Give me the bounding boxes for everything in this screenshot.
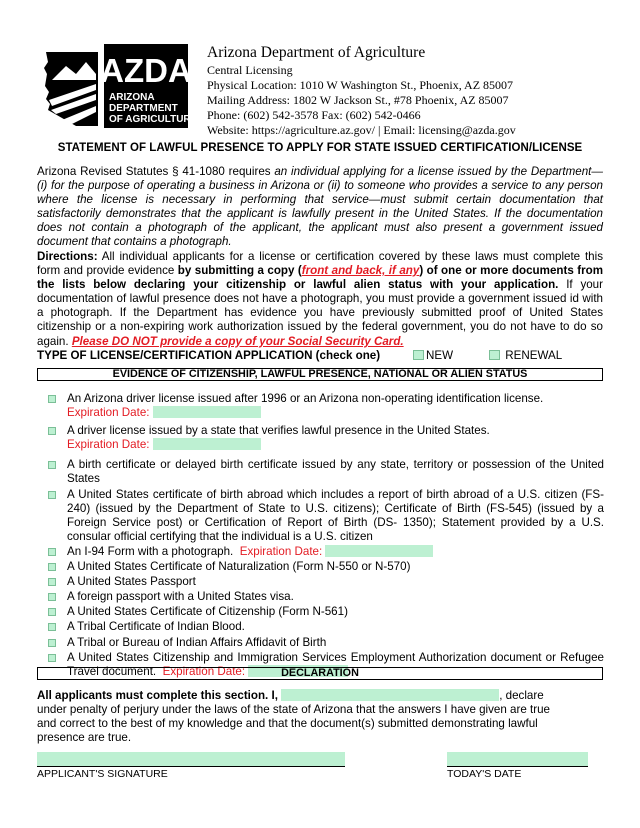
azda-logo bbox=[42, 44, 198, 128]
physical-address: Physical Location: 1010 W Washington St., Phoenix, AZ 85007 bbox=[207, 78, 514, 92]
list-item bbox=[48, 458, 604, 486]
logo-line3: OF AGRICULTURE bbox=[109, 114, 198, 125]
agency-block bbox=[207, 44, 516, 138]
expiration-label: Expiration Date: bbox=[67, 438, 150, 452]
directions-label: Directions: bbox=[37, 250, 98, 263]
agency-name: Arizona Department of Agriculture bbox=[207, 44, 426, 61]
list-item bbox=[48, 590, 604, 604]
item-text: A birth certificate or delayed birth certificate issued by any state, territory or possession of the United States bbox=[67, 458, 604, 486]
evidence-checkbox[interactable] bbox=[48, 623, 56, 631]
list-item bbox=[48, 636, 604, 650]
ssn-warning: Please DO NOT provide a copy of your Social Security Card. bbox=[71, 334, 404, 348]
expiration-label: Expiration Date: bbox=[239, 544, 323, 558]
logo-line2: DEPARTMENT bbox=[109, 103, 178, 114]
expiration-date-field[interactable] bbox=[153, 438, 261, 450]
evidence-checkbox[interactable] bbox=[48, 395, 56, 403]
expiration-date-field[interactable] bbox=[153, 406, 261, 418]
directions-bold-1: by submitting a copy ( bbox=[177, 264, 302, 278]
list-item bbox=[48, 545, 604, 559]
renewal-checkbox[interactable] bbox=[489, 350, 500, 360]
website-email[interactable]: Website: https://agriculture.az.gov/ | Email: licensing@azda.gov bbox=[207, 123, 516, 137]
evidence-checkbox[interactable] bbox=[48, 593, 56, 601]
declaration-body: under penalty of perjury under the laws of the state of Arizona that the answers I have given are true and correct to the best of my knowledge and that the document(s) submitted demonstrating lawful presence are true. bbox=[37, 703, 551, 745]
evidence-checkbox[interactable] bbox=[48, 639, 56, 647]
directions-paragraph bbox=[37, 250, 603, 349]
application-type-label: TYPE OF LICENSE/CERTIFICATION APPLICATION (check one) bbox=[37, 349, 381, 362]
phone-fax: Phone: (602) 542-3578 Fax: (602) 542-0466 bbox=[207, 108, 421, 122]
list-item bbox=[48, 575, 604, 589]
statute-lead: Arizona Revised Statutes § 41-1080 requires bbox=[37, 165, 275, 178]
evidence-checkbox[interactable] bbox=[48, 548, 56, 556]
evidence-checkbox[interactable] bbox=[48, 654, 56, 662]
directions-text-2: If your documentation of lawful presence does not have a photograph, you must provide a government issued id with a photograph. If the Department has evidence you have previously submitted proof of United States citizenship or a non-expiring work authorization issued by the federal government, you do not have to do so again. bbox=[37, 278, 603, 348]
new-option[interactable] bbox=[413, 349, 453, 362]
evidence-checkbox[interactable] bbox=[48, 563, 56, 571]
date-label: TODAY'S DATE bbox=[447, 768, 522, 780]
renewal-label: RENEWAL bbox=[505, 349, 563, 362]
front-back-note: front and back, if any bbox=[301, 264, 420, 278]
logo-line1: ARIZONA bbox=[109, 92, 155, 103]
declaration-header: DECLARATION bbox=[37, 667, 603, 680]
declaration-lead: All applicants must complete this section. I, bbox=[37, 689, 278, 702]
item-text: A United States Passport bbox=[67, 575, 196, 589]
signature-field[interactable] bbox=[37, 752, 345, 767]
evidence-checkbox[interactable] bbox=[48, 461, 56, 469]
item-text: A United States certificate of birth abroad which includes a report of birth abroad of a U.S. citizen (FS-240) (issued by the Department of State to U.S. citizens); Certificate of Birth (FS-545) (issued by a Foreign Service post) or Certification of Report of Birth (DS- 1350); Statement provided by a U.S. consular official certifying that the individual is a U.S. citizen bbox=[67, 487, 604, 543]
item-text: A foreign passport with a United States visa. bbox=[67, 590, 294, 604]
list-item bbox=[48, 620, 604, 634]
evidence-checkbox[interactable] bbox=[48, 578, 56, 586]
list-item bbox=[48, 488, 604, 544]
directions-bold-2: ) of one or more documents from the lists below declaring your citizenship or lawful alien status with your application. bbox=[37, 264, 604, 292]
list-item bbox=[48, 424, 604, 452]
evidence-checkbox[interactable] bbox=[48, 608, 56, 616]
form-title: STATEMENT OF LAWFUL PRESENCE TO APPLY FOR STATE ISSUED CERTIFICATION/LICENSE bbox=[57, 142, 583, 154]
new-label: NEW bbox=[426, 349, 454, 362]
expiration-date-field[interactable] bbox=[325, 545, 433, 557]
item-text: A Tribal Certificate of Indian Blood. bbox=[67, 620, 245, 634]
expiration-label: Expiration Date: bbox=[162, 664, 246, 678]
renewal-option[interactable] bbox=[489, 349, 562, 362]
list-item bbox=[48, 392, 604, 420]
item-text: A United States Certificate of Naturalization (Form N-550 or N-570) bbox=[67, 560, 411, 574]
signature-label: APPLICANT'S SIGNATURE bbox=[37, 768, 168, 780]
statute-paragraph bbox=[37, 165, 603, 250]
item-text: An I-94 Form with a photograph. bbox=[67, 544, 234, 558]
list-item bbox=[48, 605, 604, 619]
evidence-checkbox[interactable] bbox=[48, 491, 56, 499]
application-type-row bbox=[37, 349, 603, 364]
evidence-checkbox[interactable] bbox=[48, 427, 56, 435]
item-text: A Tribal or Bureau of Indian Affairs Affidavit of Birth bbox=[67, 635, 327, 649]
evidence-list bbox=[48, 392, 604, 680]
agency-unit: Central Licensing bbox=[207, 63, 293, 77]
item-text: An Arizona driver license issued after 1996 or an Arizona non-operating identification license. bbox=[67, 392, 544, 405]
directions-text-1: All individual applicants for a license or certification covered by these laws must complete this form and provide evidence bbox=[37, 250, 603, 278]
item-text: A United States Citizenship and Immigration Services Employment Authorization document or Refugee Travel document. bbox=[67, 650, 604, 678]
applicant-name-field[interactable] bbox=[281, 689, 499, 701]
statute-text: an individual applying for a license issued by the Department—(i) for the purpose of operating a business in Arizona or (ii) to someone who provides a service to any person where the license is necessary in performing that service—must submit certain documentation that satisfactorily demonstrates that the applicant is lawfully present in the United States. If the documentation does not contain a photograph of the applicant, the applicant must also present a government issued document that contains a photograph. bbox=[37, 165, 603, 249]
date-field[interactable] bbox=[447, 752, 588, 767]
mailing-address: Mailing Address: 1802 W Jackson St., #78 Phoenix, AZ 85007 bbox=[207, 93, 509, 107]
declaration-declare: , declare bbox=[499, 689, 544, 702]
item-text: A United States Certificate of Citizenship (Form N-561) bbox=[67, 605, 348, 619]
evidence-header: EVIDENCE OF CITIZENSHIP, LAWFUL PRESENCE, NATIONAL OR ALIEN STATUS bbox=[37, 368, 603, 381]
list-item bbox=[48, 560, 604, 574]
item-text: A driver license issued by a state that verifies lawful presence in the United States. bbox=[67, 424, 490, 438]
expiration-label: Expiration Date: bbox=[67, 406, 150, 420]
declaration-text bbox=[37, 689, 557, 745]
new-checkbox[interactable] bbox=[413, 350, 424, 360]
logo-acronym: AZDA bbox=[100, 52, 192, 89]
